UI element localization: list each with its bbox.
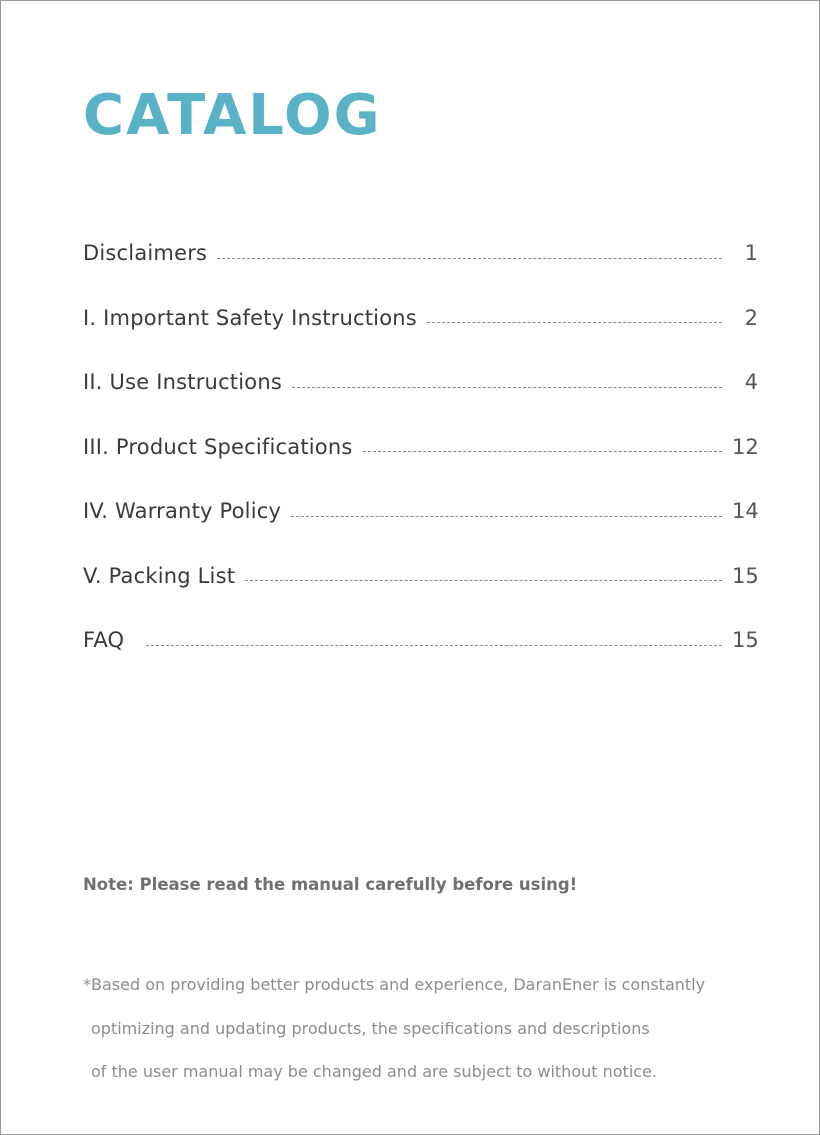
toc-page-number: 15 (732, 563, 759, 588)
toc-entry-product-specifications[interactable] (83, 427, 758, 467)
disclaimer-line: of the user manual may be changed and are subject to without notice. (91, 1062, 657, 1081)
toc-dotted-leader (146, 645, 722, 646)
toc-dotted-leader (291, 516, 722, 517)
toc-dotted-leader (427, 322, 722, 323)
table-of-contents (83, 233, 758, 685)
toc-page-number: 2 (744, 305, 758, 330)
toc-entry-label: II. Use Instructions (83, 370, 282, 394)
disclaimer-line: optimizing and updating products, the specifications and descriptions (91, 1018, 650, 1038)
toc-entry-faq[interactable] (83, 620, 758, 660)
toc-entry-disclaimers[interactable] (83, 233, 758, 273)
catalog-title: CATALOG (83, 83, 382, 148)
toc-entry-label: Disclaimers (83, 241, 208, 265)
toc-entry-label: IV. Warranty Policy (83, 499, 282, 523)
toc-page-number: 14 (732, 499, 759, 523)
toc-dotted-leader (245, 580, 722, 581)
toc-entry-warranty-policy[interactable] (83, 491, 758, 531)
toc-page-number: 4 (744, 370, 758, 394)
toc-entry-label: FAQ (83, 628, 125, 652)
disclaimer-line: *Based on providing better products and experience, DaranEner is constantly (83, 975, 706, 994)
toc-page-number: 12 (732, 434, 759, 459)
toc-dotted-leader (217, 258, 722, 259)
read-manual-note: Note: Please read the manual carefully before using! (83, 875, 578, 894)
toc-page-number: 15 (732, 628, 759, 652)
toc-entry-label: III. Product Specifications (83, 434, 353, 459)
toc-entry-label: V. Packing List (83, 563, 236, 588)
toc-entry-label: I. Important Safety Instructions (83, 305, 417, 330)
disclaimer-text (83, 963, 763, 1094)
toc-entry-use-instructions[interactable] (83, 362, 758, 402)
toc-entry-safety-instructions[interactable] (83, 298, 758, 338)
toc-dotted-leader (292, 387, 722, 388)
toc-dotted-leader (363, 451, 722, 452)
toc-entry-packing-list[interactable] (83, 556, 758, 596)
toc-page-number: 1 (744, 241, 758, 265)
